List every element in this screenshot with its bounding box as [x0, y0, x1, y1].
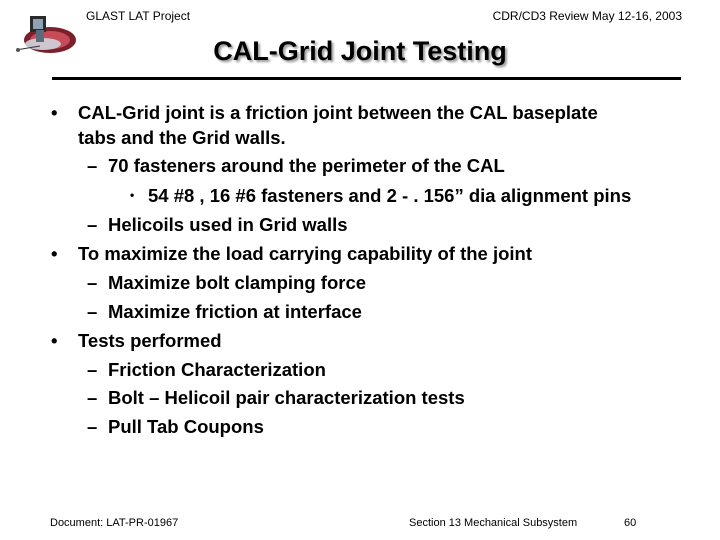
sub-bullet-text: Pull Tab Coupons [108, 416, 264, 437]
bullet-marker: • [51, 243, 58, 264]
bullet-text: CAL-Grid joint is a friction joint between the CAL baseplate [78, 102, 598, 123]
review-info: CDR/CD3 Review May 12-16, 2003 [492, 9, 682, 23]
project-name: GLAST LAT Project [86, 9, 191, 23]
sub-bullet-text: 70 fasteners around the perimeter of the CAL [108, 155, 505, 176]
dash-marker: – [87, 301, 98, 322]
footer-document-id: Document: LAT-PR-01967 [50, 517, 179, 529]
title-rule [52, 77, 681, 80]
bullet-text: Tests performed [78, 330, 222, 351]
bullet-marker: • [51, 330, 58, 351]
dash-marker: – [87, 387, 98, 408]
footer-section: Section 13 Mechanical Subsystem [409, 517, 578, 529]
small-bullet-marker: • [130, 188, 135, 202]
dash-marker: – [87, 214, 98, 235]
sub-bullet-text: Helicoils used in Grid walls [108, 214, 348, 235]
dash-marker: – [87, 272, 98, 293]
sub-sub-bullet-text: 54 #8 , 16 #6 fasteners and 2 - . 156” dia alignment pins [148, 185, 632, 206]
slide-title: CAL-Grid Joint Testing [213, 36, 507, 66]
sub-bullet-text: Bolt – Helicoil pair characterization tests [108, 387, 465, 408]
sub-bullet-text: Friction Characterization [108, 359, 326, 380]
dash-marker: – [87, 155, 98, 176]
bullet-marker: • [51, 102, 58, 123]
dash-marker: – [87, 359, 98, 380]
sub-bullet-text: Maximize friction at interface [108, 301, 362, 322]
dash-marker: – [87, 416, 98, 437]
page-number: 60 [624, 517, 637, 529]
sub-bullet-text: Maximize bolt clamping force [108, 272, 367, 293]
bullet-text-cont: tabs and the Grid walls. [78, 127, 286, 148]
bullet-text: To maximize the load carrying capability of the joint [78, 243, 533, 264]
